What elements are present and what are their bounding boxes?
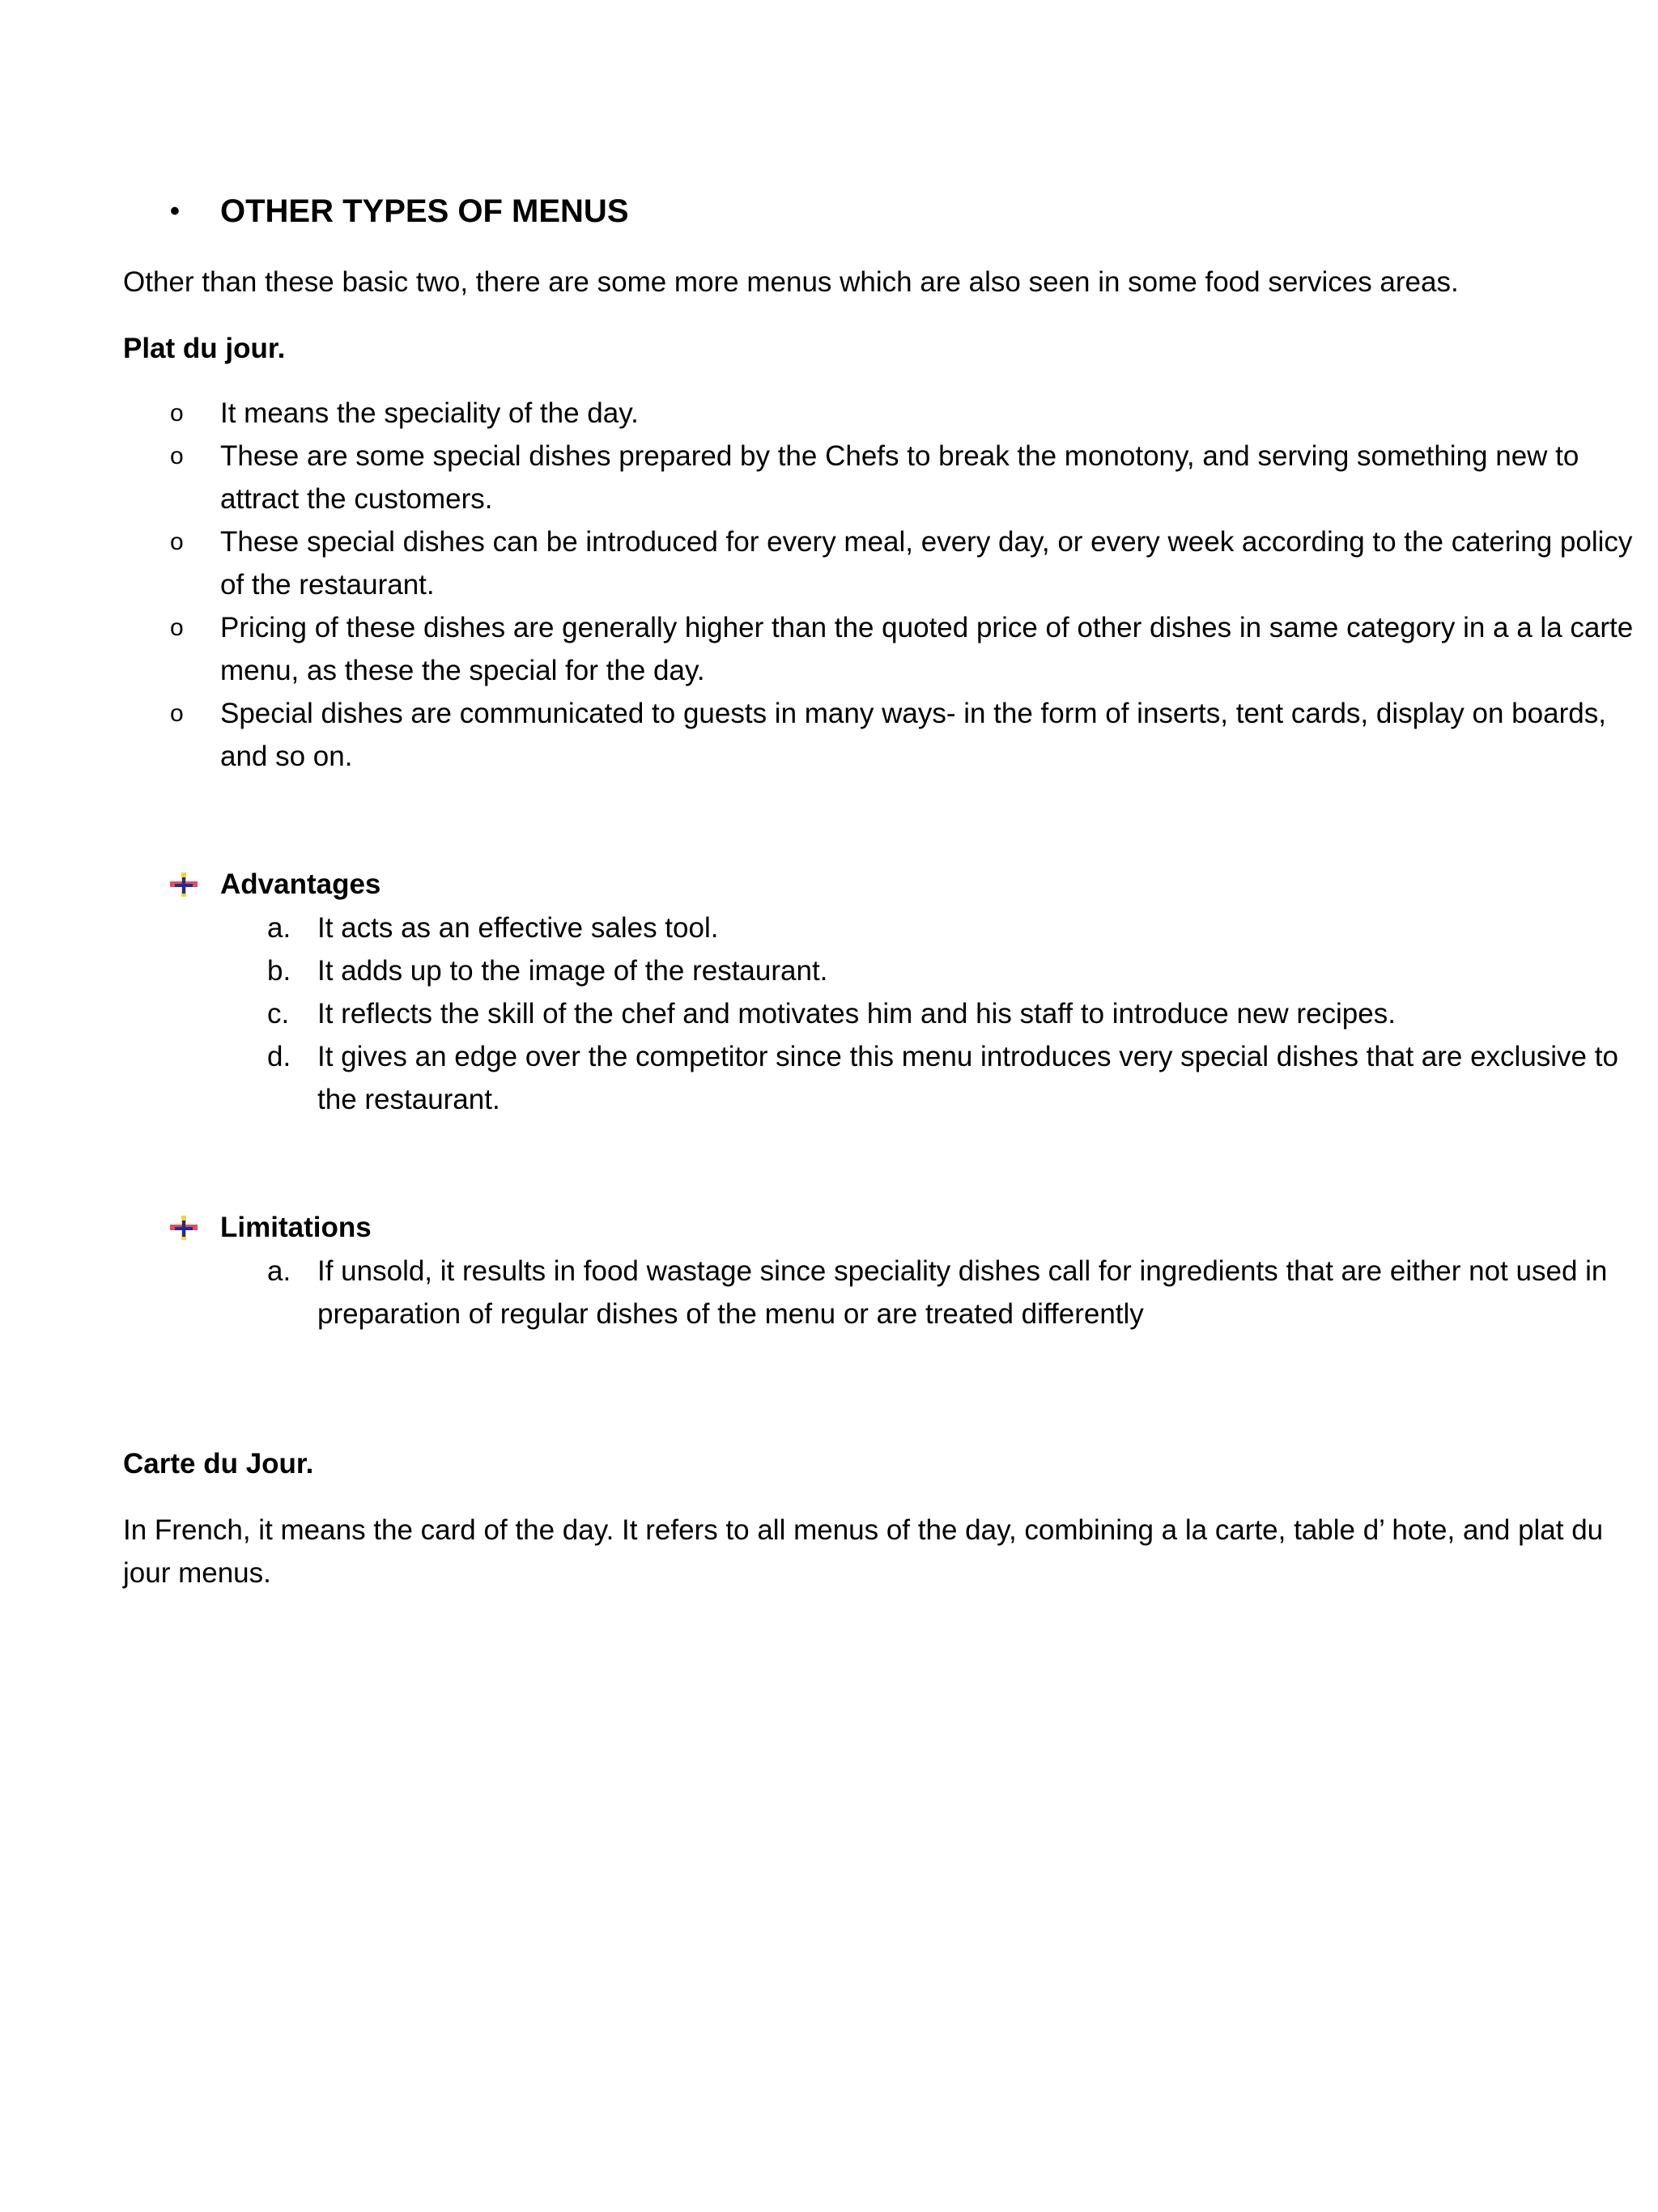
list-item — [267, 906, 1652, 949]
advantages-title: Advantages — [220, 868, 381, 900]
list-item — [267, 1250, 1652, 1335]
list-item-text: It means the speciality of the day. — [220, 397, 639, 429]
heading-bullet: • — [170, 196, 180, 227]
list-item-text: If unsold, it results in food wastage since speciality dishes call for ingredients that are either not used in preparation of regular dishes of the menu or are treated differently — [317, 1255, 1608, 1330]
list-marker: d. — [267, 1041, 291, 1072]
list-marker: o — [170, 443, 184, 469]
carte-du-jour-title: Carte du Jour. — [123, 1448, 314, 1480]
heading-title: OTHER TYPES OF MENUS — [220, 193, 629, 229]
list-item — [170, 692, 1652, 778]
arrow-bullet-icon — [170, 872, 198, 897]
list-item-text: It gives an edge over the competitor since this menu introduces very special dishes that are exclusive to the restaurant. — [317, 1041, 1618, 1115]
arrow-bullet-icon — [170, 1216, 198, 1240]
list-item — [170, 606, 1652, 692]
list-marker: b. — [267, 955, 291, 987]
list-item — [267, 1035, 1652, 1121]
limitations-list — [267, 1250, 1652, 1335]
list-marker: o — [170, 529, 184, 555]
list-item-text: It reflects the skill of the chef and motivates him and his staff to introduce new recipes. — [317, 998, 1396, 1030]
list-item-text: Pricing of these dishes are generally higher than the quoted price of other dishes in same category in a a la carte menu, as these the special for the day. — [220, 612, 1634, 686]
list-marker: o — [170, 614, 184, 641]
list-marker: o — [170, 400, 184, 427]
list-item-text: These special dishes can be introduced for every meal, every day, or every week according to the catering policy of the restaurant. — [220, 526, 1633, 601]
list-item-text: It adds up to the image of the restaurant. — [317, 955, 828, 987]
limitations-title: Limitations — [220, 1212, 372, 1243]
list-item-text: It acts as an effective sales tool. — [317, 912, 719, 944]
plat-du-jour-list — [170, 392, 1652, 778]
list-item-text: These are some special dishes prepared by the Chefs to break the monotony, and serving something new to attract the customers. — [220, 440, 1579, 515]
list-item — [170, 520, 1652, 606]
list-marker: c. — [267, 998, 290, 1030]
advantages-list — [267, 906, 1652, 1121]
list-marker: a. — [267, 912, 291, 944]
list-item — [170, 392, 1652, 435]
list-item — [267, 992, 1652, 1035]
list-item-text: Special dishes are communicated to guests in many ways- in the form of inserts, tent cards, display on boards, and so on. — [220, 698, 1606, 772]
list-marker: o — [170, 700, 184, 727]
list-marker: a. — [267, 1255, 291, 1287]
list-item — [170, 435, 1652, 520]
list-item — [267, 949, 1652, 992]
carte-du-jour-paragraph: In French, it means the card of the day. It refers to all menus of the day, combining a la carte, table d’ hote, and plat du jour menus. — [123, 1514, 1604, 1589]
intro-paragraph: Other than these basic two, there are some more menus which are also seen in some food services areas. — [123, 266, 1459, 298]
plat-du-jour-title: Plat du jour. — [123, 333, 286, 364]
